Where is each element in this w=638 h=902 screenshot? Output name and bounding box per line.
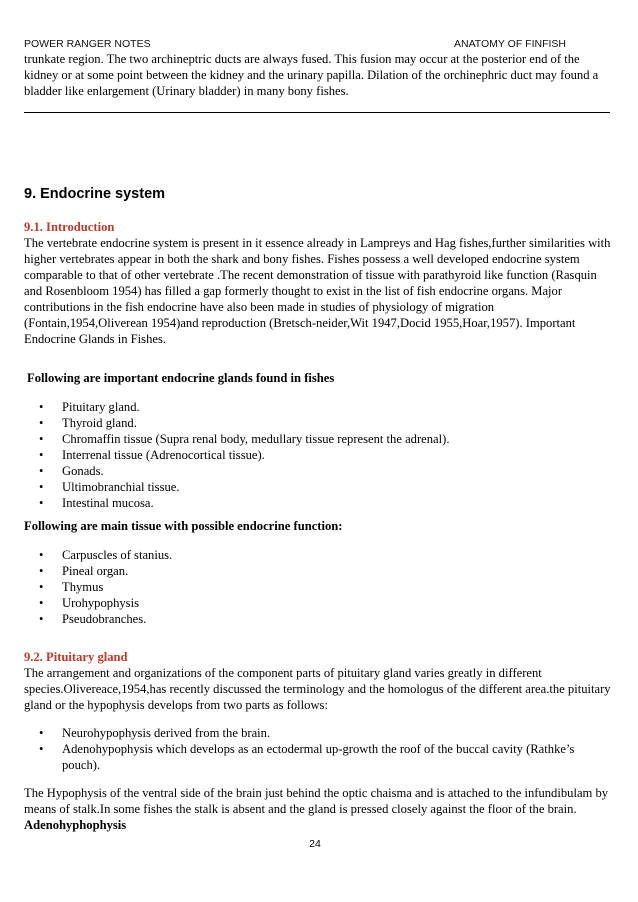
gland-item: • Interrenal tissue (Adrenocortical tissue). [24,447,614,463]
page-number: 24 [309,838,321,850]
gland-item: • Ultimobranchial tissue. [24,479,614,495]
tissue-heading: Following are main tissue with possible endocrine function: [24,519,343,533]
section-heading: 9. Endocrine system [24,186,166,202]
tissue-item: • Carpuscles of stanius. [24,547,614,563]
gland-item: • Pituitary gland. [24,399,614,415]
header-right: ANATOMY OF FINFISH [453,38,566,50]
pituitary-heading: 9.2. Pituitary gland [24,650,128,664]
gland-item: • Thyroid gland. [24,415,614,431]
introduction-heading: 9.1. Introduction [24,220,115,234]
gland-item: • Gonads. [24,463,614,479]
adenohypophysis-heading: Adenohyphophysis [24,818,127,832]
pituitary-part-item: • Neurohypophysis derived from the brain. [24,725,614,741]
section-divider [24,112,610,113]
pituitary-part-item: • Adenohypophysis which develops as an ectodermal up-growth the roof of the buccal cavity (Rathke’s pouch). [24,741,614,773]
tissues-list [24,547,614,627]
gland-item: • Chromaffin tissue (Supra renal body, medullary tissue represent the adrenal). [24,431,614,447]
glands-heading: Following are important endocrine glands found in fishes [27,371,335,385]
glands-list [24,399,614,511]
pituitary-parts-list [24,725,614,773]
introduction-text: The vertebrate endocrine system is present in it essence already in Lampreys and Hag fishes,further similarities with higher vertebrates appear in both the shark and bony fishes. Fishes possess a well developed endocrine system comparable to that of other vertebrate .The recent demonstration of tissue with parathyroid like function (Rasquin and Rosenbloom 1954) has filled a gap formerly thought to exist in the list of fish endocrine organs. Major contributions in the fish endocrine have also been made in studies of physiology of migration (Fontain,1954,Oliverean 1954)and reproduction (Bretsch-neider,Wit 1947,Docid 1955,Hoar,1957). Important Endocrine Glands in Fishes. [24,236,611,346]
tissue-item: • Thymus [24,579,614,595]
tissue-item: • Pseudobranches. [24,611,614,627]
hypophysis-body: The Hypophysis of the ventral side of the brain just behind the optic chaisma and is attached to the infundibulam by means of stalk.In some fishes the stalk is absent and the gland is pressed closely against the floor of the brain. [24,786,609,816]
header-left: POWER RANGER NOTES [24,38,151,50]
tissue-item: • Urohypophysis [24,595,614,611]
pituitary-text: The arrangement and organizations of the component parts of pituitary gland varies greatly in different species.Olivereace,1954,has recently discussed the terminology and the homologus of the different area.the pituitary gland or the hypophysis develops from two parts as follows: [24,666,611,712]
tissue-item: • Pineal organ. [24,563,614,579]
intro-paragraph: trunkate region. The two archineptric ducts are always fused. This fusion may occur at the posterior end of the kidney or at some point between the kidney and the urinary papilla. Dilation of the orchinephric duct may found a bladder like enlargement (Urinary bladder) in many bony fishes. [24,52,599,98]
gland-item: • Intestinal mucosa. [24,495,614,511]
hypophysis-text [24,785,614,833]
